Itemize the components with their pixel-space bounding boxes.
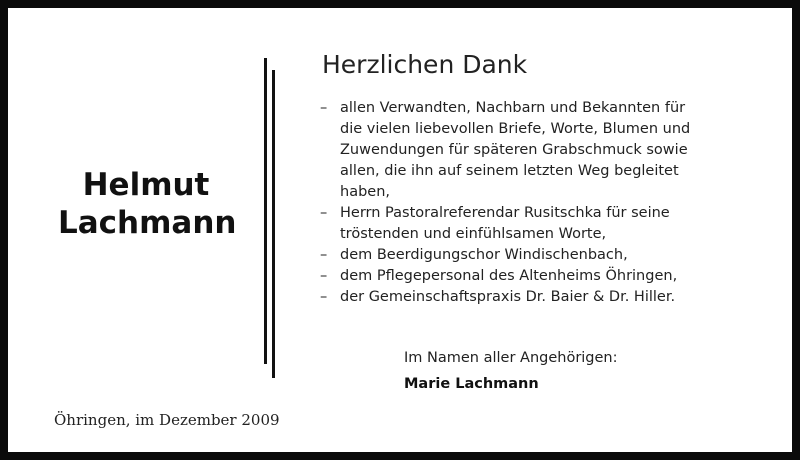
thanks-item-line: der Gemeinschaftspraxis Dr. Baier & Dr. Hiller. bbox=[340, 289, 676, 305]
thanks-item-line: tröstenden und einfühlsamen Worte, bbox=[340, 226, 607, 242]
deceased-name bbox=[58, 166, 237, 242]
thanks-item bbox=[320, 245, 790, 266]
thanks-item-line: die vielen liebevollen Briefe, Worte, Blumen und bbox=[340, 121, 691, 137]
thanks-item-line: Herrn Pastoralreferendar Rusitschka für seine bbox=[340, 205, 670, 221]
divider-line-left bbox=[264, 58, 267, 364]
thanks-list bbox=[320, 98, 790, 308]
deceased-first-name: Helmut bbox=[82, 167, 210, 203]
thanks-item-line: Zuwendungen für späteren Grabschmuck sowie bbox=[340, 142, 688, 158]
thanks-item-line: dem Beerdigungschor Windischenbach, bbox=[340, 247, 628, 263]
dash-bullet: – bbox=[320, 100, 328, 116]
thanks-item bbox=[320, 98, 790, 203]
dash-bullet: – bbox=[320, 205, 328, 221]
thanks-item bbox=[320, 203, 790, 245]
deceased-last-name: Lachmann bbox=[58, 205, 237, 241]
dash-bullet: – bbox=[320, 268, 328, 284]
signer-name: Marie Lachmann bbox=[404, 376, 539, 392]
thanks-item bbox=[320, 266, 790, 287]
dash-bullet: – bbox=[320, 247, 328, 263]
thanks-item-line: allen Verwandten, Nachbarn und Bekannten für bbox=[340, 100, 686, 116]
dash-bullet: – bbox=[320, 289, 328, 305]
thanks-item-line: dem Pflegepersonal des Altenheims Öhringen, bbox=[340, 268, 678, 284]
thanks-item bbox=[320, 287, 790, 308]
thanks-item-line: haben, bbox=[340, 184, 390, 200]
place-date: Öhringen, im Dezember 2009 bbox=[54, 411, 280, 429]
on-behalf-text: Im Namen aller Angehörigen: bbox=[404, 350, 618, 366]
divider-line-right bbox=[272, 70, 275, 378]
notice-heading: Herzlichen Dank bbox=[322, 50, 528, 79]
thanks-item-line: allen, die ihn auf seinem letzten Weg begleitet bbox=[340, 163, 679, 179]
